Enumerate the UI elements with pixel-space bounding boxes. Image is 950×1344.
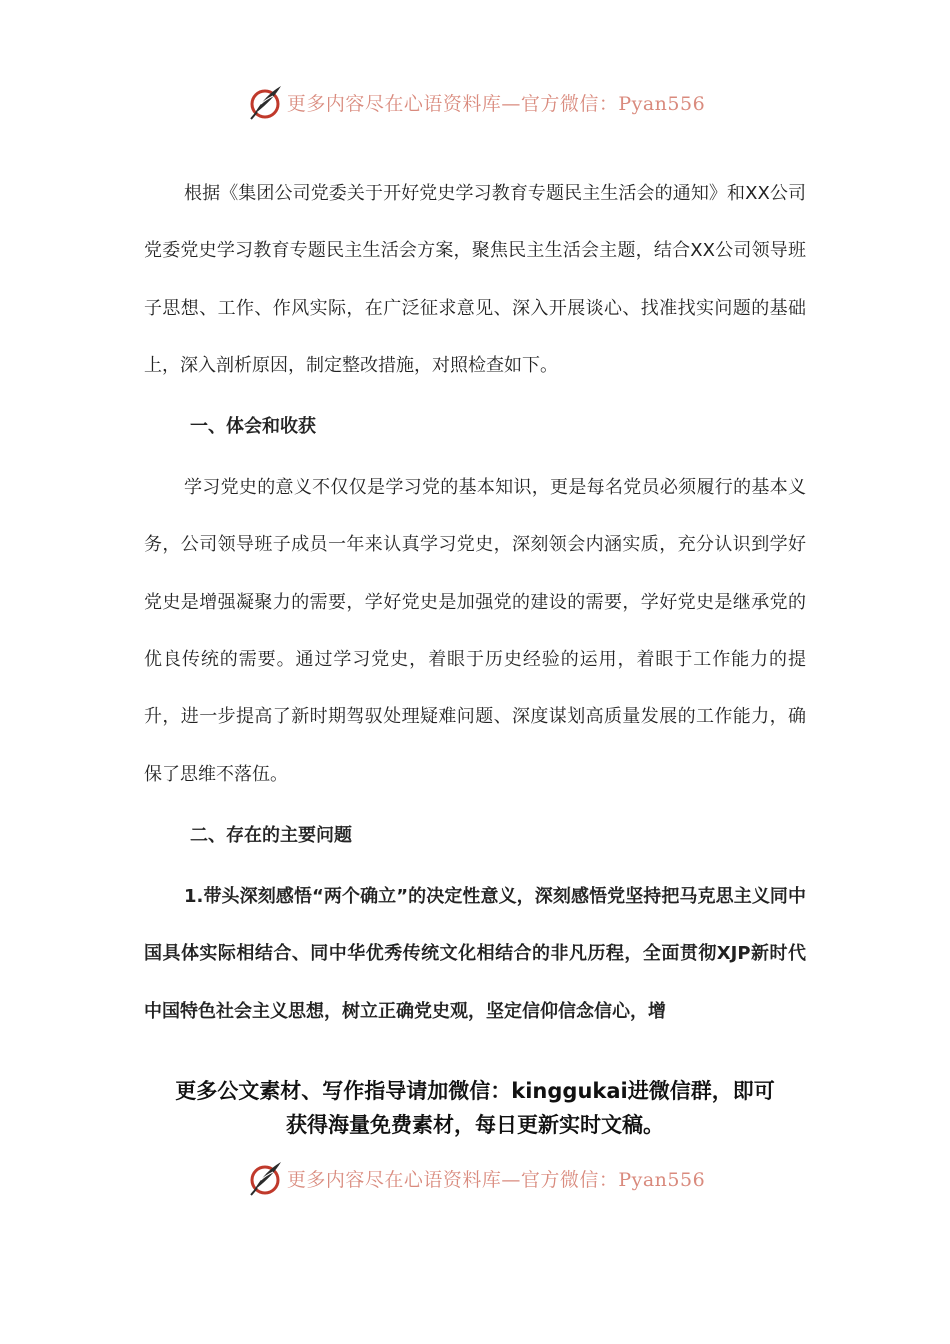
header-banner — [0, 80, 950, 124]
section-1-paragraph: 学习党史的意义不仅仅是学习党的基本知识，更是每名党员必须履行的基本义务，公司领导班子成员一年来认真学习党史，深刻领会内涵实质，充分认识到学好党史是增强凝聚力的需要，学好党史是加强党的建设的需要，学好党史是继承党的优良传统的需要。通过学习党史，着眼于历史经验的运用，着眼于工作能力的提升，进一步提高了新时期驾驭处理疑难问题、深度谋划高质量发展的工作能力，确保了思维不落伍。 — [144, 477, 806, 785]
promo-notice — [0, 1074, 950, 1142]
quill-pen-logo-icon — [245, 1158, 285, 1198]
document-body — [144, 165, 806, 1040]
footer-banner — [0, 1156, 950, 1200]
promo-line-2: 获得海量免费素材，每日更新实时文稿。 — [286, 1113, 664, 1137]
promo-line-1: 更多公文素材、写作指导请加微信：kinggukai进微信群，即可 — [175, 1079, 775, 1103]
intro-paragraph: 根据《集团公司党委关于开好党史学习教育专题民主生活会的通知》和XX公司党委党史学习教育专题民主生活会方案，聚焦民主生活会主题，结合XX公司领导班子思想、工作、作风实际，在广泛征求意见、深入开展谈心、找准找实问题的基础上，深入剖析原因，制定整改措施，对照检查如下。 — [144, 183, 806, 376]
banner-text: 更多内容尽在心语资料库—官方微信：Pyan556 — [286, 92, 706, 115]
banner-text: 更多内容尽在心语资料库—官方微信：Pyan556 — [286, 1168, 706, 1191]
section-1-heading: 一、体会和收获 — [190, 416, 316, 438]
section-2-heading: 二、存在的主要问题 — [190, 824, 352, 846]
section-2-item-1: 1.带头深刻感悟“两个确立”的决定性意义，深刻感悟党坚持把马克思主义同中国具体实际相结合、同中华优秀传统文化相结合的非凡历程，全面贯彻XJP新时代中国特色社会主义思想，树立正确党史观，坚定信仰信念信心，增 — [144, 885, 806, 1022]
quill-pen-logo-icon — [245, 82, 285, 122]
